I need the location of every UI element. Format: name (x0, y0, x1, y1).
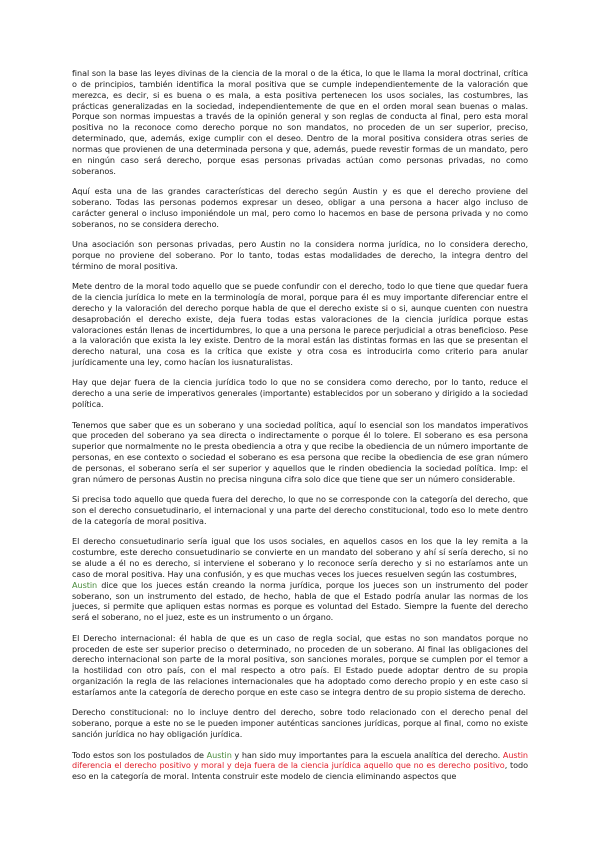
paragraph-8-rest: dice que los jueces están creando la norma jurídica, porque los jueces son un instrumento del poder soberano, son un instrumento del estado, de hecho, habla de que el Estado podría anular las normas de los jueces, si permite que apliquen estas normas es porque es voluntad del Estado. Siempre la fuente del derecho será el soberano, no el juez, este es un instrumento o un órgano. (72, 579, 528, 623)
paragraph-1: final son la base las leyes divinas de la ciencia de la moral o de la ética, lo que le llama la moral doctrinal, crítica o de principios, también identifica la moral positiva que se cumple independientemente de la valoración que merezca, es decir, si es buena o es mala, a esta positiva pertenecen los usos sociales, las costumbres, las prácticas generalizadas en la sociedad, independientemente de que en el orden moral sean buenas o malas. Porque son normas impuestas a través de la opinión general y son reglas de conducta al final, pero esta moral positiva no la reconoce como derecho porque no son mandatos, no proceden de un ser superior, preciso, determinado, que, además, exige cumplir con el deseo. Dentro de la moral positiva considera otras series de normas que provienen de una determinada persona y que, además, puede revestir formas de un mandato, pero en ningún caso será derecho, porque esas personas privadas actúan como personas privadas, no como soberanos. (72, 68, 528, 176)
paragraph-11 (72, 750, 528, 783)
paragraph-4: Mete dentro de la moral todo aquello que se puede confundir con el derecho, todo lo que tiene que quedar fuera de la ciencia jurídica lo mete en la terminología de moral, porque para él es muy importante diferenciar entre el derecho y la valoración del derecho porque habla de que el derecho existe si o si, aunque cuenten con nuestra desaprobación el derecho existe, deja fuera todas estas valoraciones de la ciencia jurídica porque estas valoraciones están llenas de incertidumbres, lo que a una persona le parece perjudicial a otras beneficioso. Pese a la valoración que exista la ley existe. Dentro de la moral están las distintas formas en las que se presentan el derecho natural, una cosa es la crítica que existe y otra cosa es introducirla como criterio para anular jurídicamente una ley, como hacían los iusnaturalistas. (72, 281, 528, 368)
last-after: y han sido muy importantes para la escuela analítica del derecho. (231, 749, 503, 760)
paragraph-8 (72, 536, 528, 623)
paragraph-9: El Derecho internacional: él habla de que es un caso de regla social, que estas no son mandatos porque no proceden de este ser superior preciso o determinado, no proceden de un soberano. Al final las obligaciones del derecho internacional son parte de la moral positiva, son sanciones morales, porque se cumplen por el temor a la hostilidad con otro país, con el mal respecto a otro país. El Estado puede adoptar dentro de su propia organización la regla de las relaciones internacionales que ha adoptado como derecho propio y en este caso si estaríamos ante la categoría de derecho porque en este caso se integra dentro de su propio sistema de derecho. (72, 632, 528, 697)
red-highlight: Austin diferencia el derecho positivo y moral y deja fuera de la ciencia jurídica aquello que no es derecho positivo (72, 749, 528, 771)
paragraph-3: Una asociación son personas privadas, pero Austin no la considera norma jurídica, no lo considera derecho, porque no proviene del soberano. Por lo tanto, todas estas modalidades de derecho, la integra dentro del término de moral positiva. (72, 239, 528, 271)
paragraph-6: Tenemos que saber que es un soberano y una sociedad política, aquí lo esencial son los mandatos imperativos que proceden del soberano ya sea directa o indirectamente o porque él lo tolere. El soberano es esa persona superior que normalmente no le presta obediencia a otra y que recibe la obediencia de un número importante de personas, en ese contexto o sociedad el soberano es esa persona que recibe la obediencia de ese gran número de personas, el soberano sería el ser superior y aquellos que le rinden obediencia la sociedad política. Imp: el gran número de personas Austin no precisa ninguna cifra solo dice que tiene que ser un número considerable. (72, 419, 528, 484)
austin-highlight-2: Austin (206, 749, 232, 760)
paragraph-7: Si precisa todo aquello que queda fuera del derecho, lo que no se corresponde con la categoría del derecho, que son el derecho consuetudinario, el internacional y una parte del derecho constitucional, todo eso lo mete dentro de la categoría de moral positiva. (72, 494, 528, 526)
paragraph-10: Derecho constitucional: no lo incluye dentro del derecho, sobre todo relacionado con el derecho penal del soberano, porque a este no se le pueden imponer auténticas sanciones jurídicas, porque al final, como no existe sanción jurídica no hay obligación jurídica. (72, 707, 528, 740)
paragraph-5: Hay que dejar fuera de la ciencia jurídica todo lo que no se considera como derecho, por lo tanto, reduce el derecho a una serie de imperativos generales (importante) establecidos por un soberano y dirigido a la sociedad política. (72, 377, 528, 410)
last-before: Todo estos son los postulados de (72, 749, 207, 760)
austin-highlight: Austin (72, 579, 98, 590)
paragraph-8-text: El derecho consuetudinario sería igual que los usos sociales, en aquellos casos en los que la ley remita a la costumbre, este derecho consuetudinario se convierte en un mandato del soberano y ahí sí sería derecho, si no se alude a él no es derecho, si interviene el soberano y lo reconoce sería derecho y si no estaríamos ante un caso de moral positiva. Hay una confusión, y es que muchas veces los jueces resuelven según las costumbres, (72, 536, 528, 579)
last-tail: , todo eso en la categoría de moral. Intenta construir este modelo de ciencia eliminando aspectos que (72, 760, 528, 782)
paragraph-2: Aquí esta una de las grandes características del derecho según Austin y es que el derecho proviene del soberano. Todas las personas podemos expresar un deseo, obligar a una persona a hacer algo incluso de carácter general o incluso imponiéndole un mal, pero como lo hacemos en base de persona privada y no como soberanos, no se considera derecho. (72, 186, 528, 229)
